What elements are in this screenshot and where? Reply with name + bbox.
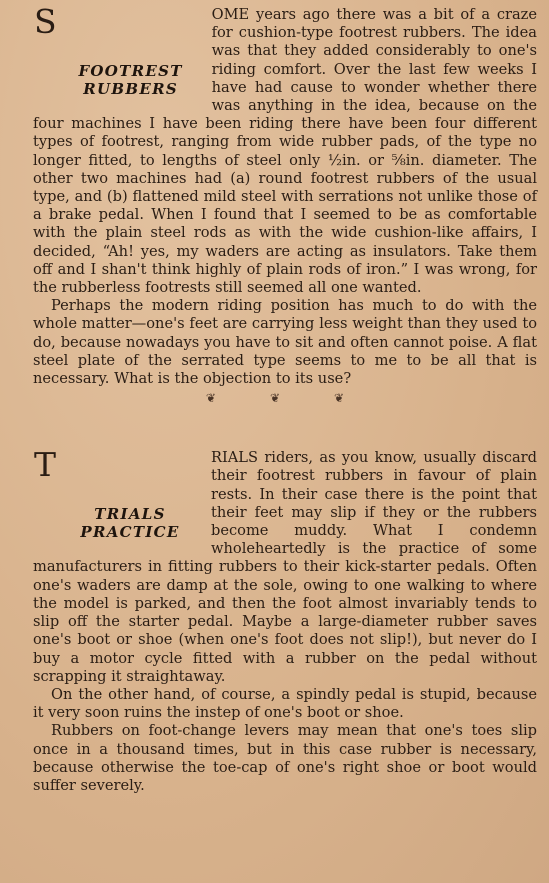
paragraph-riding-position: Perhaps the modern riding position has much to do with the whole matter—one's feet are carrying less weight than they used to do, because nowadays you have to sit and often cannot poise. A flat steel plate of the serrated type seems to me to be all that is necessary. What is the objection to its use? <box>33 297 537 388</box>
paragraph-spindly-pedal: On the other hand, of course, a spindly pedal is stupid, because it very soon ruins the instep of one's boot or shoe. <box>33 685 537 722</box>
paragraph-trials-riders <box>33 445 537 686</box>
paragraph-trials-text: RIALS riders, as you know, usually discard their footrest rubbers in favour of plain rests. In their case there is the point that their feet may slip if they or the rubbers become muddy. What I condemn wholeheartedly is the practice of some manufacturers in fitting rubbers to their kick-starter pedals. Often one's waders are damp at the sole, owing to one walking to where the model is parked, and then the foot almost invariably tends to slip off the starter pedal. Maybe a large-diameter rubber saves one's boot or shoe (when one's foot does not slip!), but never do I buy a motor cycle fitted with a rubber on the pedal without scrapping it straightaway. <box>33 449 537 685</box>
side-heading-footrest-rubbers: FOOTREST RUBBERS <box>78 62 183 99</box>
paragraph-intro-text: OME years ago there was a bit of a craze for cushion-type footrest rubbers. The idea was that they added considerably to one's riding comfort. Over the last few weeks I have had cause to wonder whether there was anything in the idea, because on the four machines I have been riding there have been four different types of footrest, ranging from wide rubber pads, of the type no longer fitted, to lengths of steel only ½in. or ⅝in. diameter. The other two machines had (a) round footrest rubbers of the usual type, and (b) flattened mild steel with serrations not unlike those of a brake pedal. When I found that I seemed to be as comfortable with the plain steel rods as with the wide cushion-like affairs, I decided, “Ah! yes, my waders are acting as insulators. Take them off and I shan't think highly of plain rods of iron.” I was wrong, for the rubberless footrests still seemed all one wanted. <box>33 6 537 297</box>
ornament-icon: ❦ <box>205 391 216 406</box>
side-heading-trials-practice: TRIALS PRACTICE <box>80 505 180 542</box>
section-footrest-rubbers <box>33 2 537 388</box>
section-trials-practice <box>33 445 537 795</box>
paragraph-foot-change-levers: Rubbers on foot-change levers may mean that one's toes slip once in a thousand times, but in this case rubber is necessary, because otherwise the toe-cap of one's right shoe or boot would suffer severely. <box>33 722 537 794</box>
paragraph-intro <box>33 2 537 297</box>
section-gap <box>33 411 537 449</box>
ornament-icon: ❦ <box>334 391 345 406</box>
drop-cap-s: S <box>34 2 57 41</box>
drop-cap-t: T <box>34 445 57 485</box>
ornament-icon: ❦ <box>269 391 281 406</box>
section-divider <box>13 391 537 411</box>
